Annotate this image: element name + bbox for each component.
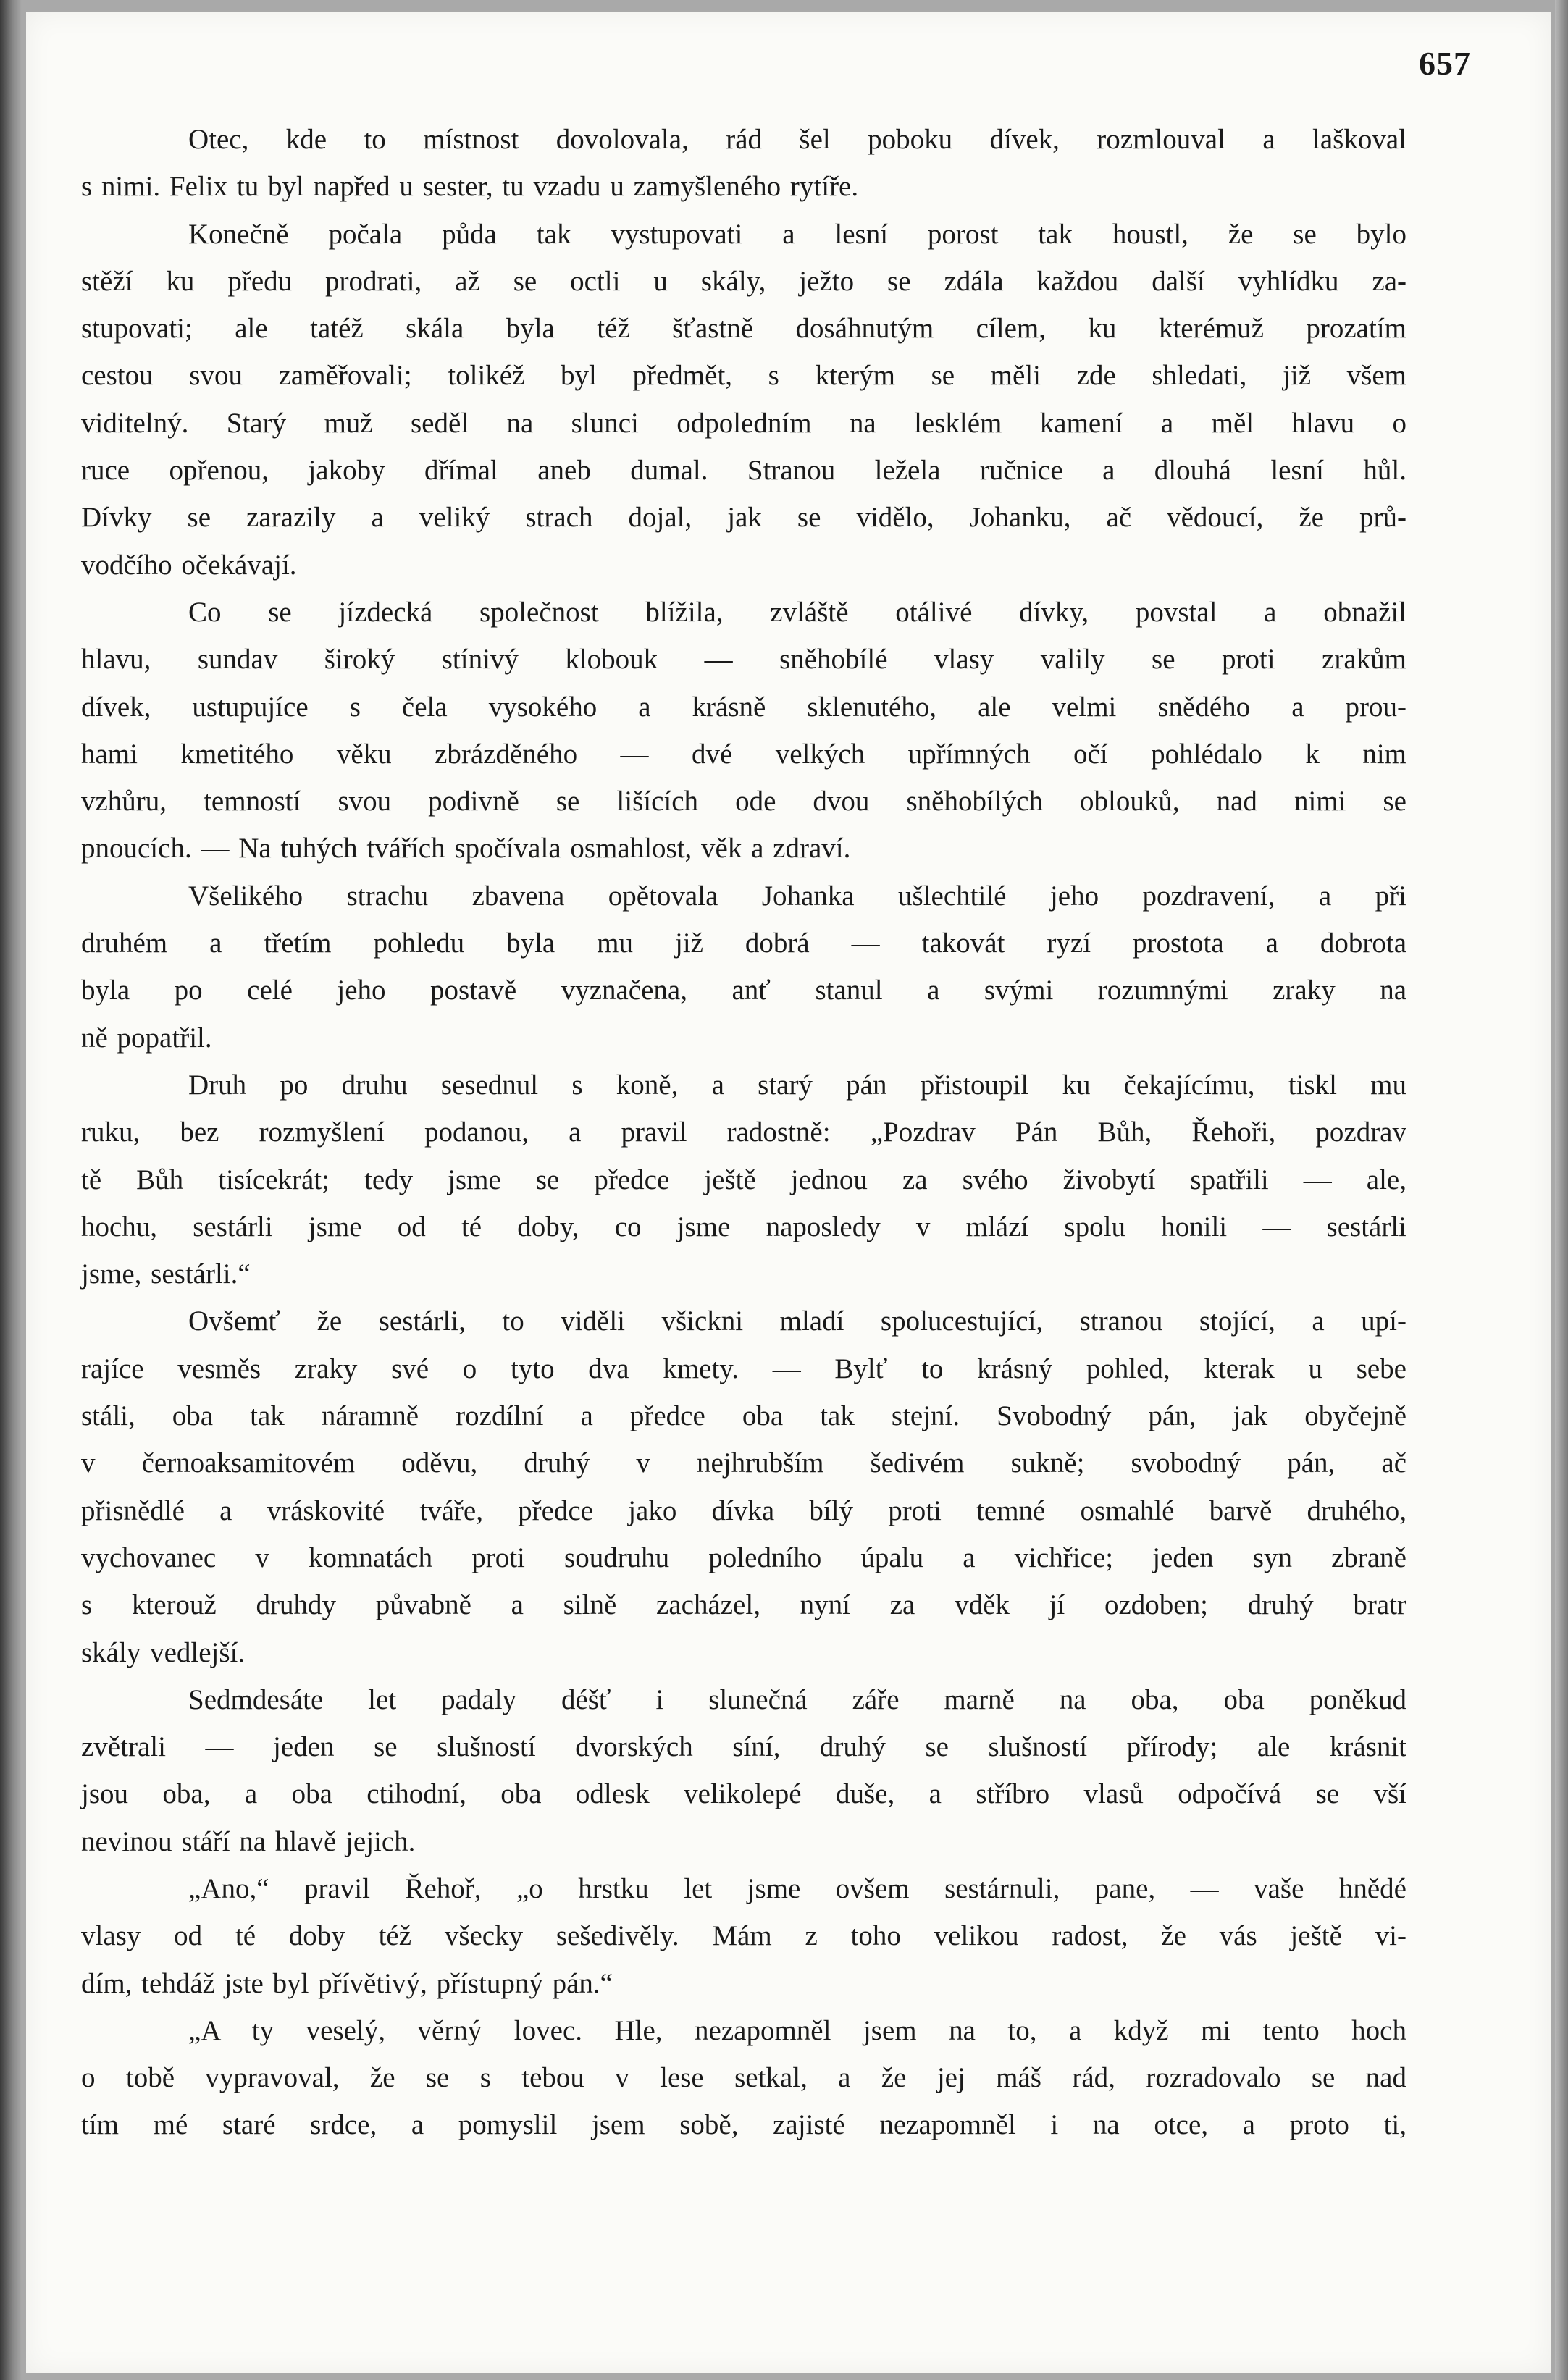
text-line: jsme, sestárli.“: [81, 1258, 251, 1290]
text-line: Druh po druhu sesednul s koně, a starý pán přistoupil ku čekajícímu, tiskl mu: [188, 1069, 1406, 1101]
text-line: rajíce vesměs zraky své o tyto dva kmety. — Bylť to krásný pohled, kterak u sebe: [81, 1353, 1406, 1384]
text-line: hochu, sestárli jsme od té doby, co jsme naposledy v mlází spolu honili — sestárli: [81, 1211, 1406, 1242]
text-line: vychovanec v komnatách proti soudruhu poledního úpalu a vichřice; jeden syn zbraně: [81, 1542, 1406, 1573]
text-line: ruce opřenou, jakoby dřímal aneb dumal. Stranou ležela ručnice a dlouhá lesní hůl.: [81, 455, 1406, 487]
text-line: v černoaksamitovém oděvu, druhý v nejhrubším šedivém sukně; svobodný pán, ač: [81, 1447, 1406, 1479]
text-line: stěží ku předu prodrati, až se octli u skály, ježto se zdála každou další vyhlídku za-: [81, 265, 1406, 297]
text-line: nevinou stáří na hlavě jejich.: [81, 1825, 416, 1857]
text-line: druhém a třetím pohledu byla mu již dobrá — takovát ryzí prostota a dobrota: [81, 928, 1406, 959]
text-line: cestou svou zaměřovali; tolikéž byl předmět, s kterým se měli zde shledati, již všem: [81, 360, 1406, 392]
text-line: tě Bůh tisícekrát; tedy jsme se předce ještě jednou za svého živobytí spatřili — ale,: [81, 1164, 1406, 1195]
text-line: Dívky se zarazily a veliký strach dojal, jak se vidělo, Johanku, ač vědoucí, že prů-: [81, 502, 1406, 534]
text-line: byla po celé jeho postavě vyznačena, anť stanul a svými rozumnými zraky na: [81, 975, 1406, 1006]
text-line: stáli, oba tak náramně rozdílní a předce oba tak stejní. Svobodný pán, jak obyčejně: [81, 1400, 1406, 1432]
text-line: Všelikého strachu zbavena opětovala Johanka ušlechtilé jeho pozdravení, a při: [188, 880, 1406, 912]
page-number: 657: [1419, 45, 1471, 82]
text-line: o tobě vypravoval, že se s tebou v lese setkal, a že jej máš rád, rozradovalo se nad: [81, 2062, 1406, 2094]
text-line: „A ty veselý, věrný lovec. Hle, nezapomněl jsem na to, a když mi tento hoch: [188, 2014, 1406, 2046]
text-line: tím mé staré srdce, a pomyslil jsem sobě, zajisté nezapomněl i na otce, a proto ti,: [81, 2109, 1406, 2141]
text-line: skály vedlejší.: [81, 1636, 246, 1668]
text-line: zvětrali — jeden se slušností dvorských síní, druhý se slušností přírody; ale krásnit: [81, 1731, 1406, 1763]
text-line: ruku, bez rozmyšlení podanou, a pravil radostně: „Pozdrav Pán Bůh, Řehoři, pozdrav: [81, 1117, 1406, 1148]
text-line: hlavu, sundav široký stínivý klobouk — sněhobílé vlasy valily se proti zrakům: [81, 644, 1406, 676]
page-edge-shadow: [1555, 0, 1568, 2380]
text-line: Sedmdesáte let padaly déšť i slunečná záře marně na oba, oba poněkud: [188, 1683, 1406, 1715]
body-text: [81, 116, 1406, 2149]
text-line: pnoucích. — Na tuhých tvářích spočívala osmahlost, věk a zdraví.: [81, 833, 851, 865]
text-line: Otec, kde to místnost dovolovala, rád šel poboku dívek, rozmlouval a laškoval: [188, 124, 1406, 155]
text-line: jsou oba, a oba ctihodní, oba odlesk velikolepé duše, a stříbro vlasů odpočívá se vší: [81, 1778, 1406, 1810]
text-line: „Ano,“ pravil Řehoř, „o hrstku let jsme ovšem sestárnuli, pane, — vaše hnědé: [188, 1872, 1406, 1904]
text-line: hami kmetitého věku zbrázděného — dvé velkých upřímných očí pohlédalo k nim: [81, 738, 1406, 770]
text-line: přisnědlé a vráskovité tváře, předce jako dívka bílý proti temné osmahlé barvě druhého,: [81, 1494, 1406, 1526]
text-line: s kterouž druhdy půvabně a silně zacházel, nyní za vděk jí ozdoben; druhý bratr: [81, 1589, 1406, 1621]
text-line: vlasy od té doby též všecky sešedivěly. Mám z toho velikou radost, že vás ještě vi-: [81, 1920, 1406, 1952]
text-line: Co se jízdecká společnost blížila, zvláště otálivé dívky, povstal a obnažil: [188, 596, 1406, 628]
text-line: Ovšemť že sestárli, to viděli všickni mladí spolucestující, stranou stojící, a upí-: [188, 1305, 1406, 1337]
binding-edge-shadow: [0, 0, 22, 2380]
text-line: s nimi. Felix tu byl napřed u sester, tu vzadu u zamyšleného rytíře.: [81, 171, 859, 203]
text-line: ně popatřil.: [81, 1022, 212, 1054]
text-line: dívek, ustupujíce s čela vysokého a krásně sklenutého, ale velmi snědého a prou-: [81, 691, 1406, 723]
text-line: vzhůru, temností svou podivně se lišících ode dvou sněhobílých oblouků, nad nimi se: [81, 786, 1406, 817]
text-line: dím, tehdáž jste byl přívětivý, přístupný pán.“: [81, 1967, 613, 1999]
text-line: Konečně počala půda tak vystupovati a lesní porost tak houstl, že se bylo: [188, 218, 1406, 250]
text-line: viditelný. Starý muž seděl na slunci odpoledním na lesklém kamení a měl hlavu o: [81, 407, 1406, 439]
text-line: stupovati; ale tatéž skála byla též šťastně dosáhnutým cílem, ku kterémuž prozatím: [81, 313, 1406, 345]
text-line: vodčího očekávají.: [81, 549, 297, 581]
